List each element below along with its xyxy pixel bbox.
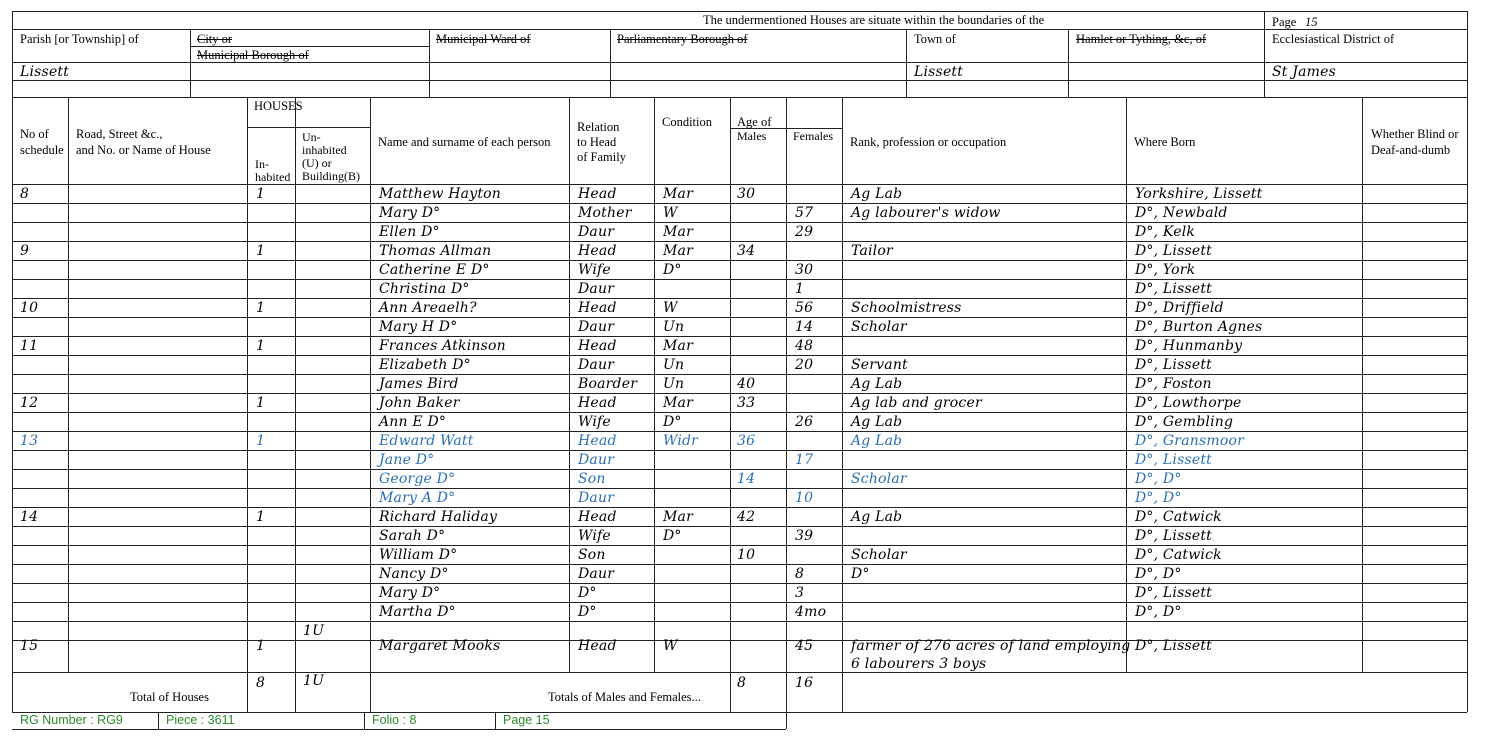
col-inhabited-1: In- bbox=[255, 157, 269, 171]
row-schedule: 9 bbox=[20, 243, 30, 259]
grid-line-v bbox=[730, 672, 731, 712]
row-inhabited: 1 bbox=[256, 338, 266, 354]
grid-line-v bbox=[247, 97, 248, 672]
footer-rg-number: RG Number : RG9 bbox=[20, 713, 123, 727]
row-name: Mary A D° bbox=[379, 490, 456, 506]
row-occupation: Schoolmistress bbox=[851, 300, 962, 316]
grid-line-v bbox=[1068, 29, 1069, 97]
row-relation: Head bbox=[578, 186, 617, 202]
row-name: Frances Atkinson bbox=[379, 338, 506, 354]
grid-line-v bbox=[370, 97, 371, 672]
town-label: Town of bbox=[914, 32, 956, 46]
row-males: 14 bbox=[737, 471, 756, 487]
parish-label: Parish [or Township] of bbox=[20, 32, 139, 46]
grid-line-h bbox=[12, 62, 1467, 63]
col-relation-1: Relation bbox=[577, 120, 620, 134]
grid-line-v bbox=[12, 97, 13, 712]
grid-line-h bbox=[12, 672, 1467, 673]
last-row-born: D°, Lissett bbox=[1135, 638, 1213, 654]
grid-line-h bbox=[12, 260, 1467, 261]
row-condition: Mar bbox=[663, 395, 693, 411]
col-condition: Condition bbox=[662, 115, 713, 129]
row-relation: Daur bbox=[578, 281, 615, 297]
grid-line-h bbox=[190, 46, 429, 47]
row-birthplace: D°, Catwick bbox=[1135, 509, 1222, 525]
last-row-name: Margaret Mooks bbox=[379, 638, 501, 654]
col-uninhabited-2: inhabited bbox=[302, 143, 347, 157]
row-males: 10 bbox=[737, 547, 756, 563]
grid-line-v bbox=[786, 672, 787, 712]
col-born: Where Born bbox=[1134, 135, 1196, 149]
page-number: 15 bbox=[1305, 15, 1318, 29]
row-inhabited: 1 bbox=[256, 395, 266, 411]
grid-line-v bbox=[842, 672, 843, 712]
last-row-females: 45 bbox=[795, 638, 814, 654]
row-females: 26 bbox=[795, 414, 814, 430]
ecclesiastical-label: Ecclesiastical District of bbox=[1272, 32, 1395, 46]
grid-line-h bbox=[12, 488, 1467, 489]
row-condition: Un bbox=[663, 357, 685, 373]
row-birthplace: D°, Lissett bbox=[1135, 243, 1213, 259]
grid-line-v bbox=[295, 672, 296, 712]
row-relation: Wife bbox=[578, 262, 611, 278]
row-occupation: Ag Lab bbox=[851, 186, 903, 202]
row-condition: Widr bbox=[663, 433, 699, 449]
grid-line-h bbox=[12, 355, 1467, 356]
grid-line-h bbox=[12, 602, 1467, 603]
row-males: 34 bbox=[737, 243, 756, 259]
row-females: 56 bbox=[795, 300, 814, 316]
col-age-of: Age of bbox=[737, 115, 772, 129]
boundaries-text: The undermentioned Houses are situate within the boundaries of the bbox=[703, 13, 1045, 27]
grid-line-h bbox=[12, 222, 1467, 223]
hamlet-label: Hamlet or Tything, &c, of bbox=[1076, 32, 1207, 46]
row-birthplace: D°, Lissett bbox=[1135, 528, 1213, 544]
grid-line-h bbox=[12, 203, 1467, 204]
grid-line-v bbox=[1467, 11, 1468, 712]
row-condition: D° bbox=[663, 262, 682, 278]
grid-line-h bbox=[12, 564, 1467, 565]
row-relation: Head bbox=[578, 395, 617, 411]
col-males: Males bbox=[737, 129, 767, 143]
row-schedule: 12 bbox=[20, 395, 39, 411]
row-females: 4mo bbox=[795, 604, 827, 620]
grid-line-h bbox=[12, 11, 1467, 12]
parliamentary-borough-label: Parliamentary Borough of bbox=[617, 32, 748, 46]
row-relation: Daur bbox=[578, 566, 615, 582]
row-birthplace: D°, D° bbox=[1135, 490, 1182, 506]
grid-line-v bbox=[786, 712, 787, 729]
grid-line-v bbox=[68, 97, 69, 672]
grid-line-v bbox=[569, 97, 570, 672]
row-relation: Wife bbox=[578, 414, 611, 430]
row-birthplace: D°, Burton Agnes bbox=[1135, 319, 1263, 335]
row-relation: Daur bbox=[578, 224, 615, 240]
row-condition: D° bbox=[663, 528, 682, 544]
row-name: Matthew Hayton bbox=[379, 186, 502, 202]
col-relation-3: of Family bbox=[577, 150, 626, 164]
col-blind-2: Deaf-and-dumb bbox=[1371, 143, 1451, 157]
row-occupation: Ag Lab bbox=[851, 414, 903, 430]
page-label: Page bbox=[1272, 15, 1297, 29]
row-name: Sarah D° bbox=[379, 528, 446, 544]
col-inhabited-2: habited bbox=[255, 170, 291, 184]
grid-line-v bbox=[610, 29, 611, 97]
row-birthplace: D°, D° bbox=[1135, 604, 1182, 620]
row-condition: Mar bbox=[663, 224, 693, 240]
row-occupation: Scholar bbox=[851, 471, 907, 487]
row-birthplace: D°, Gransmoor bbox=[1135, 433, 1244, 449]
total-females: 16 bbox=[795, 675, 814, 691]
row-name: George D° bbox=[379, 471, 456, 487]
row-females: 20 bbox=[795, 357, 814, 373]
row-name: Thomas Allman bbox=[379, 243, 492, 259]
row-birthplace: D°, D° bbox=[1135, 471, 1182, 487]
row-birthplace: D°, Lissett bbox=[1135, 585, 1213, 601]
row-females: 17 bbox=[795, 452, 814, 468]
grid-line-v bbox=[429, 29, 430, 97]
row-name: Mary D° bbox=[379, 585, 441, 601]
row-name: Ellen D° bbox=[379, 224, 440, 240]
grid-line-v bbox=[654, 97, 655, 672]
row-inhabited: 1 bbox=[256, 433, 266, 449]
row-inhabited: 1 bbox=[256, 186, 266, 202]
row-females: 57 bbox=[795, 205, 814, 221]
col-uninhabited-1: Un- bbox=[302, 130, 321, 144]
grid-line-v bbox=[295, 97, 296, 672]
row-condition: W bbox=[663, 205, 678, 221]
row-name: Richard Haliday bbox=[379, 509, 498, 525]
row-relation: Daur bbox=[578, 490, 615, 506]
row-birthplace: D°, Lissett bbox=[1135, 452, 1213, 468]
row-males: 42 bbox=[737, 509, 756, 525]
row-relation: Head bbox=[578, 338, 617, 354]
col-blind-1: Whether Blind or bbox=[1371, 127, 1459, 141]
last-row-relation: Head bbox=[578, 638, 617, 654]
total-uninhabited: 1U bbox=[303, 673, 325, 689]
row-birthplace: D°, Gembling bbox=[1135, 414, 1234, 430]
row-birthplace: D°, Lissett bbox=[1135, 281, 1213, 297]
grid-line-v bbox=[364, 712, 365, 729]
col-houses: HOUSES bbox=[254, 99, 303, 113]
col-road-1: Road, Street &c., bbox=[76, 127, 163, 141]
row-occupation: Servant bbox=[851, 357, 908, 373]
grid-line-h bbox=[12, 640, 1467, 641]
last-row-schedule: 15 bbox=[20, 638, 39, 654]
row-birthplace: Yorkshire, Lissett bbox=[1135, 186, 1263, 202]
municipal-borough-label: Municipal Borough of bbox=[197, 48, 309, 62]
total-inhabited: 8 bbox=[256, 675, 266, 691]
grid-line-v bbox=[786, 97, 787, 672]
row-condition: W bbox=[663, 300, 678, 316]
footer-piece: Piece : 3611 bbox=[166, 713, 235, 727]
row-name: Martha D° bbox=[379, 604, 456, 620]
grid-line-h bbox=[12, 621, 1467, 622]
total-males: 8 bbox=[737, 675, 747, 691]
grid-line-v bbox=[190, 29, 191, 97]
grid-line-v bbox=[730, 97, 731, 672]
col-occupation: Rank, profession or occupation bbox=[850, 135, 1007, 149]
row-occupation: Tailor bbox=[851, 243, 893, 259]
row-uninhabited: 1U bbox=[303, 623, 325, 639]
row-birthplace: D°, Hunmanby bbox=[1135, 338, 1243, 354]
row-relation: Son bbox=[578, 547, 606, 563]
row-males: 36 bbox=[737, 433, 756, 449]
grid-line-v bbox=[906, 29, 907, 97]
row-relation: Wife bbox=[578, 528, 611, 544]
grid-line-h bbox=[12, 729, 786, 730]
row-name: Ann E D° bbox=[379, 414, 447, 430]
row-birthplace: D°, Lowthorpe bbox=[1135, 395, 1242, 411]
last-row-occupation-1: farmer of 276 acres of land employing bbox=[851, 638, 1131, 654]
row-relation: Daur bbox=[578, 357, 615, 373]
row-relation: Mother bbox=[578, 205, 632, 221]
col-schedule-1: No of bbox=[20, 127, 49, 141]
grid-line-h bbox=[12, 29, 1467, 30]
row-females: 48 bbox=[795, 338, 814, 354]
row-relation: Daur bbox=[578, 319, 615, 335]
row-name: Ann Areaelh? bbox=[379, 300, 477, 316]
grid-line-h bbox=[12, 412, 1467, 413]
grid-line-h bbox=[12, 526, 1467, 527]
grid-line-h bbox=[12, 583, 1467, 584]
grid-line-v bbox=[1264, 11, 1265, 97]
row-name: Mary H D° bbox=[379, 319, 458, 335]
row-schedule: 14 bbox=[20, 509, 39, 525]
row-occupation: Ag Lab bbox=[851, 433, 903, 449]
last-row-occupation-2: 6 labourers 3 boys bbox=[851, 656, 987, 672]
row-occupation: Scholar bbox=[851, 547, 907, 563]
row-birthplace: D°, Kelk bbox=[1135, 224, 1196, 240]
row-relation: Boarder bbox=[578, 376, 638, 392]
row-females: 14 bbox=[795, 319, 814, 335]
row-schedule: 8 bbox=[20, 186, 30, 202]
row-males: 40 bbox=[737, 376, 756, 392]
row-schedule: 10 bbox=[20, 300, 39, 316]
footer-folio: Folio : 8 bbox=[372, 713, 417, 727]
row-name: Edward Watt bbox=[379, 433, 474, 449]
row-relation: Head bbox=[578, 243, 617, 259]
col-uninhabited-3: (U) or bbox=[302, 156, 332, 170]
row-relation: Head bbox=[578, 433, 617, 449]
grid-line-h bbox=[12, 336, 1467, 337]
row-birthplace: D°, Catwick bbox=[1135, 547, 1222, 563]
row-birthplace: D°, Newbald bbox=[1135, 205, 1228, 221]
row-occupation: Ag Lab bbox=[851, 376, 903, 392]
row-relation: Head bbox=[578, 300, 617, 316]
row-relation: Head bbox=[578, 509, 617, 525]
row-occupation: Ag labourer's widow bbox=[851, 205, 1001, 221]
row-name: Mary D° bbox=[379, 205, 441, 221]
row-condition: D° bbox=[663, 414, 682, 430]
row-inhabited: 1 bbox=[256, 243, 266, 259]
row-females: 29 bbox=[795, 224, 814, 240]
row-birthplace: D°, D° bbox=[1135, 566, 1182, 582]
row-males: 30 bbox=[737, 186, 756, 202]
last-row-condition: W bbox=[663, 638, 678, 654]
ecclesiastical-value: St James bbox=[1272, 64, 1336, 80]
total-houses-label: Total of Houses bbox=[130, 690, 209, 704]
row-name: Christina D° bbox=[379, 281, 470, 297]
grid-line-v bbox=[495, 712, 496, 729]
row-name: Elizabeth D° bbox=[379, 357, 471, 373]
row-females: 10 bbox=[795, 490, 814, 506]
grid-line-h bbox=[12, 279, 1467, 280]
row-birthplace: D°, Driffield bbox=[1135, 300, 1224, 316]
grid-line-h bbox=[12, 298, 1467, 299]
row-condition: Mar bbox=[663, 338, 693, 354]
col-schedule-2: schedule bbox=[20, 143, 64, 157]
row-name: Catherine E D° bbox=[379, 262, 490, 278]
row-relation: Daur bbox=[578, 452, 615, 468]
row-relation: Son bbox=[578, 471, 606, 487]
grid-line-v bbox=[1362, 97, 1363, 672]
row-females: 30 bbox=[795, 262, 814, 278]
grid-line-h bbox=[12, 97, 1467, 98]
row-schedule: 11 bbox=[20, 338, 39, 354]
row-females: 3 bbox=[795, 585, 805, 601]
row-birthplace: D°, Lissett bbox=[1135, 357, 1213, 373]
row-name: Nancy D° bbox=[379, 566, 449, 582]
col-females: Females bbox=[793, 129, 833, 143]
grid-line-v bbox=[370, 672, 371, 712]
grid-line-h bbox=[247, 127, 370, 128]
col-road-2: and No. or Name of House bbox=[76, 143, 211, 157]
row-condition: Mar bbox=[663, 509, 693, 525]
last-row-inhabited: 1 bbox=[256, 638, 266, 654]
grid-line-h bbox=[12, 80, 1467, 81]
grid-line-v bbox=[1126, 97, 1127, 672]
grid-line-v bbox=[247, 672, 248, 712]
city-label: City or bbox=[197, 32, 233, 46]
row-name: James Bird bbox=[379, 376, 459, 392]
row-name: William D° bbox=[379, 547, 458, 563]
town-value: Lissett bbox=[914, 64, 964, 80]
row-schedule: 13 bbox=[20, 433, 39, 449]
row-females: 1 bbox=[795, 281, 805, 297]
row-occupation: Scholar bbox=[851, 319, 907, 335]
col-relation-2: to Head bbox=[577, 135, 617, 149]
total-persons-label: Totals of Males and Females... bbox=[548, 690, 701, 704]
col-name: Name and surname of each person bbox=[378, 135, 551, 149]
row-relation: D° bbox=[578, 604, 597, 620]
grid-line-v bbox=[158, 712, 159, 729]
row-birthplace: D°, York bbox=[1135, 262, 1196, 278]
row-condition: Un bbox=[663, 376, 685, 392]
row-name: John Baker bbox=[379, 395, 460, 411]
grid-line-v bbox=[842, 97, 843, 672]
row-condition: Mar bbox=[663, 243, 693, 259]
footer-page: Page 15 bbox=[503, 713, 550, 727]
row-females: 39 bbox=[795, 528, 814, 544]
col-uninhabited-4: Building(B) bbox=[302, 169, 361, 183]
municipal-ward-label: Municipal Ward of bbox=[436, 32, 531, 46]
row-inhabited: 1 bbox=[256, 300, 266, 316]
row-occupation: D° bbox=[851, 566, 870, 582]
row-occupation: Ag Lab bbox=[851, 509, 903, 525]
row-birthplace: D°, Foston bbox=[1135, 376, 1212, 392]
grid-line-h bbox=[12, 450, 1467, 451]
row-females: 8 bbox=[795, 566, 805, 582]
row-condition: Un bbox=[663, 319, 685, 335]
row-relation: D° bbox=[578, 585, 597, 601]
row-occupation: Ag lab and grocer bbox=[851, 395, 982, 411]
parish-value: Lissett bbox=[20, 64, 70, 80]
row-condition: Mar bbox=[663, 186, 693, 202]
row-males: 33 bbox=[737, 395, 756, 411]
row-name: Jane D° bbox=[379, 452, 435, 468]
row-inhabited: 1 bbox=[256, 509, 266, 525]
